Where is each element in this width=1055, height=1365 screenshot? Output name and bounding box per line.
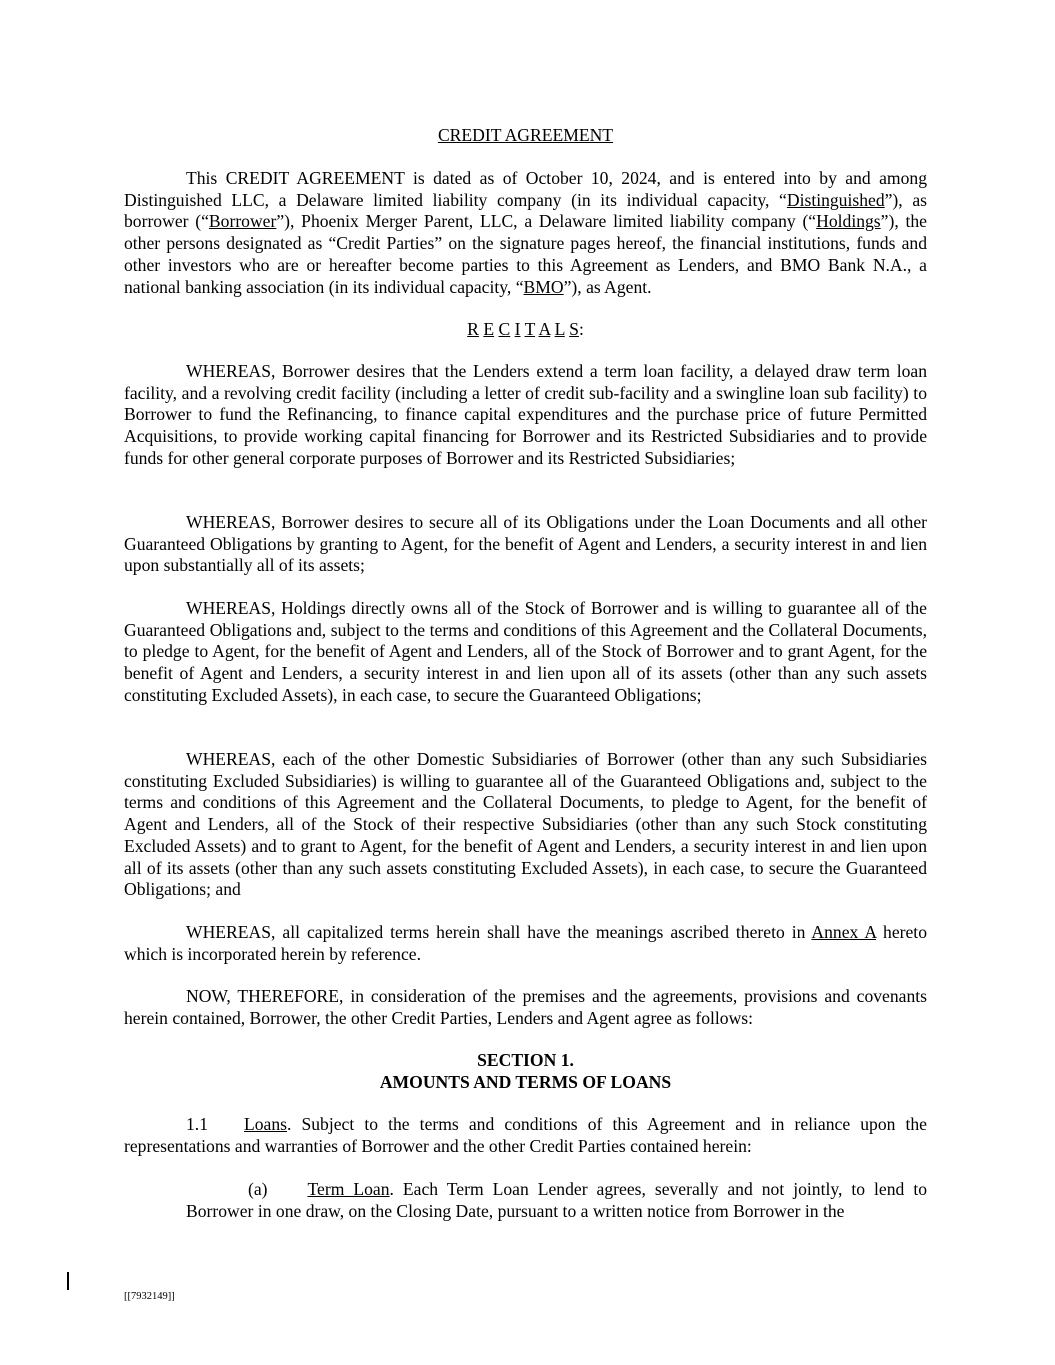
defined-term-bmo: BMO bbox=[523, 276, 564, 297]
whereas-paragraph-3: WHEREAS, Holdings directly owns all of the Stock of Borrower and is willing to guarantee all of the Guaranteed Obligations and, subject to the terms and conditions of this Agreement and the Collateral Documents, to pledge to Agent, for the benefit of Agent and Lenders, all of the Stock of Borrower and to grant Agent, for the benefit of Agent and Lenders, a security interest in and lien upon all of its assets (other than any such assets constituting Excluded Assets), in each case, to secure the Guaranteed Obligations; bbox=[124, 598, 927, 705]
intro-paragraph: This CREDIT AGREEMENT is dated as of October 10, 2024, and is entered into by and among Distinguished LLC, a Delaware limited liability company (in its individual capacity, “Distinguished”), as borrower (“Borrower”), Phoenix Merger Parent, LLC, a Delaware limited liability company (“Holdings”), the other persons designated as “Credit Parties” on the signature pages hereof, the financial institutions, funds and other investors who are or hereafter become parties to this Agreement as Lenders, and BMO Bank N.A., a national banking association (in its individual capacity, “BMO”), as Agent. bbox=[124, 168, 927, 297]
defined-term-borrower: Borrower bbox=[208, 211, 277, 232]
defined-term-distinguished: Distinguished bbox=[786, 189, 885, 210]
document-title: CREDIT AGREEMENT bbox=[437, 125, 614, 145]
whereas-paragraph-5: WHEREAS, all capitalized terms herein shall have the meanings ascribed thereto in Annex A hereto which is incorporated herein by reference. bbox=[124, 922, 927, 964]
whereas-paragraph-4: WHEREAS, each of the other Domestic Subsidiaries of Borrower (other than any such Subsidiaries constituting Excluded Subsidiaries) is willing to guarantee all of the Guaranteed Obligations and, subject to the terms and conditions of this Agreement and the Collateral Documents, to pledge to Agent, for the benefit of Agent and Lenders, all of the Stock of their respective Subsidiaries (other than any such Stock constituting Excluded Assets) and to grant to Agent, for the benefit of Agent and Lenders, a security interest in and lien upon all of its assets (other than any such assets constituting Excluded Assets), in each case, to secure the Guaranteed Obligations; and bbox=[124, 749, 927, 900]
clause-heading-loans: Loans bbox=[244, 1114, 287, 1134]
annex-a-reference: Annex A bbox=[811, 922, 877, 942]
recitals-heading: R E C I T A L S: bbox=[467, 319, 584, 339]
defined-term-holdings: Holdings bbox=[816, 211, 881, 232]
clause-1-1: 1.1 Loans. Subject to the terms and conditions of this Agreement and in reliance upon the representations and warranties of Borrower and the other Credit Parties contained herein: bbox=[124, 1114, 927, 1156]
revision-bar bbox=[67, 1272, 69, 1290]
clause-heading-term-loan: Term Loan bbox=[307, 1179, 390, 1199]
section-number: SECTION 1. bbox=[477, 1050, 574, 1070]
whereas-paragraph-1: WHEREAS, Borrower desires that the Lenders extend a term loan facility, a delayed draw term loan facility, and a revolving credit facility (including a letter of credit sub-facility and a swingline loan sub facility) to Borrower to fund the Refinancing, to finance capital expenditures and the purchase price of future Permitted Acquisitions, to provide working capital financing for Borrower and its Restricted Subsidiaries and to provide funds for other general corporate purposes of Borrower and its Restricted Subsidiaries; bbox=[124, 361, 927, 468]
whereas-paragraph-2: WHEREAS, Borrower desires to secure all of its Obligations under the Loan Documents and all other Guaranteed Obligations by granting to Agent, for the benefit of Agent and Lenders, a security interest in and lien upon substantially all of its assets; bbox=[124, 512, 927, 576]
section-title: AMOUNTS AND TERMS OF LOANS bbox=[379, 1072, 672, 1092]
now-therefore-paragraph: NOW, THEREFORE, in consideration of the premises and the agreements, provisions and covenants herein contained, Borrower, the other Credit Parties, Lenders and Agent agree as follows: bbox=[124, 986, 927, 1028]
clause-number: 1.1 bbox=[186, 1114, 208, 1134]
clause-a: (a) Term Loan. Each Term Loan Lender agrees, severally and not jointly, to lend to Borrower in one draw, on the Closing Date, pursuant to a written notice from Borrower in the bbox=[186, 1179, 928, 1221]
document-id: [[7932149]] bbox=[124, 1291, 175, 1302]
clause-letter: (a) bbox=[248, 1179, 268, 1199]
